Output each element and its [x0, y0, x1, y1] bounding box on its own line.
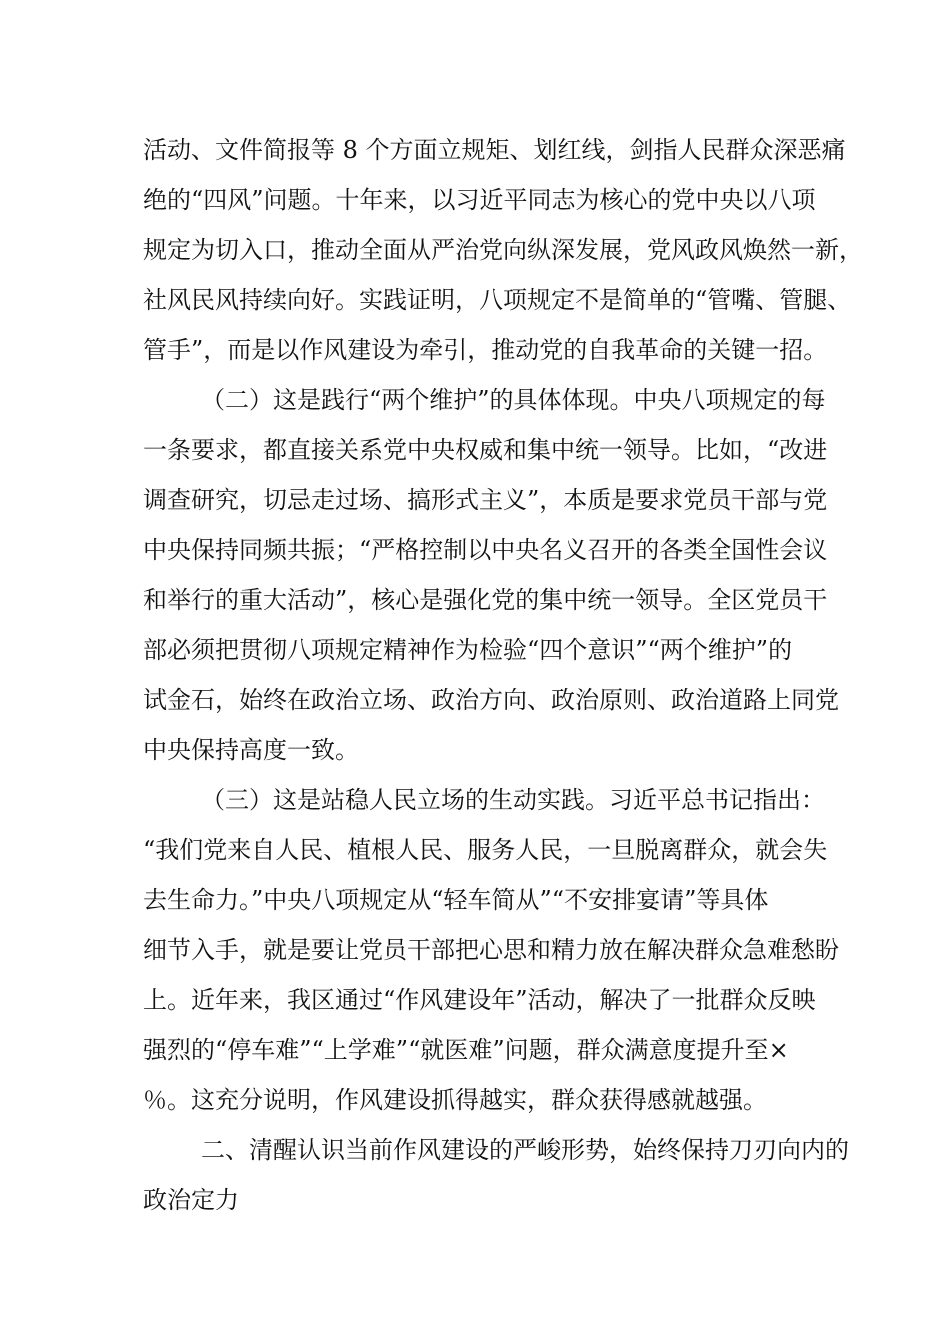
- body-line-3: 规定为切入口，推动全面从严治党向纵深发展，党风政风焕然一新，: [143, 236, 863, 264]
- body-line-20: ％。这充分说明，作风建设抓得越实，群众获得感就越强。: [143, 1086, 767, 1114]
- body-line-18: 上。近年来，我区通过“作风建设年”活动，解决了一批群众反映: [143, 986, 816, 1014]
- body-line-2: 绝的“四风”问题。十年来，以习近平同志为核心的党中央以八项: [143, 186, 816, 214]
- body-line-4: 社风民风持续向好。实践证明，八项规定不是简单的“管嘴、管腿、: [143, 286, 852, 314]
- body-line-9: 中央保持同频共振；“严格控制以中央名义召开的各类全国性会议: [143, 536, 828, 564]
- part-2-heading-continuation: 政治定力: [143, 1186, 239, 1214]
- body-line-11: 部必须把贯彻八项规定精神作为检验“四个意识”“两个维护”的: [143, 636, 793, 664]
- body-line-1: 活动、文件简报等 8 个方面立规矩、划红线，剑指人民群众深恶痛: [143, 136, 846, 164]
- body-line-10: 和举行的重大活动”，核心是强化党的集中统一领导。全区党员干: [143, 586, 828, 614]
- body-line-12: 试金石，始终在政治立场、政治方向、政治原则、政治道路上同党: [143, 686, 839, 714]
- section-2-heading-line: （二）这是践行“两个维护”的具体体现。中央八项规定的每: [201, 386, 826, 414]
- body-line-5: 管手”，而是以作风建设为牵引，推动党的自我革命的关键一招。: [143, 336, 828, 364]
- body-line-17: 细节入手，就是要让党员干部把心思和精力放在解决群众急难愁盼: [143, 936, 839, 964]
- body-line-15: “我们党来自人民、植根人民、服务人民，一旦脱离群众，就会失: [143, 836, 828, 864]
- body-line-8: 调查研究，切忌走过场、搞形式主义”，本质是要求党员干部与党: [143, 486, 828, 514]
- section-3-heading-line: （三）这是站稳人民立场的生动实践。习近平总书记指出：: [201, 786, 825, 814]
- body-line-13: 中央保持高度一致。: [143, 736, 359, 764]
- part-2-heading-line: 二、清醒认识当前作风建设的严峻形势，始终保持刀刃向内的: [201, 1136, 849, 1164]
- body-line-7: 一条要求，都直接关系党中央权威和集中统一领导。比如，“改进: [143, 436, 828, 464]
- body-line-19: 强烈的“停车难”“上学难”“就医难”问题，群众满意度提升至×: [143, 1036, 789, 1064]
- body-line-16: 去生命力。”中央八项规定从“轻车简从”“不安排宴请”等具体: [143, 886, 769, 914]
